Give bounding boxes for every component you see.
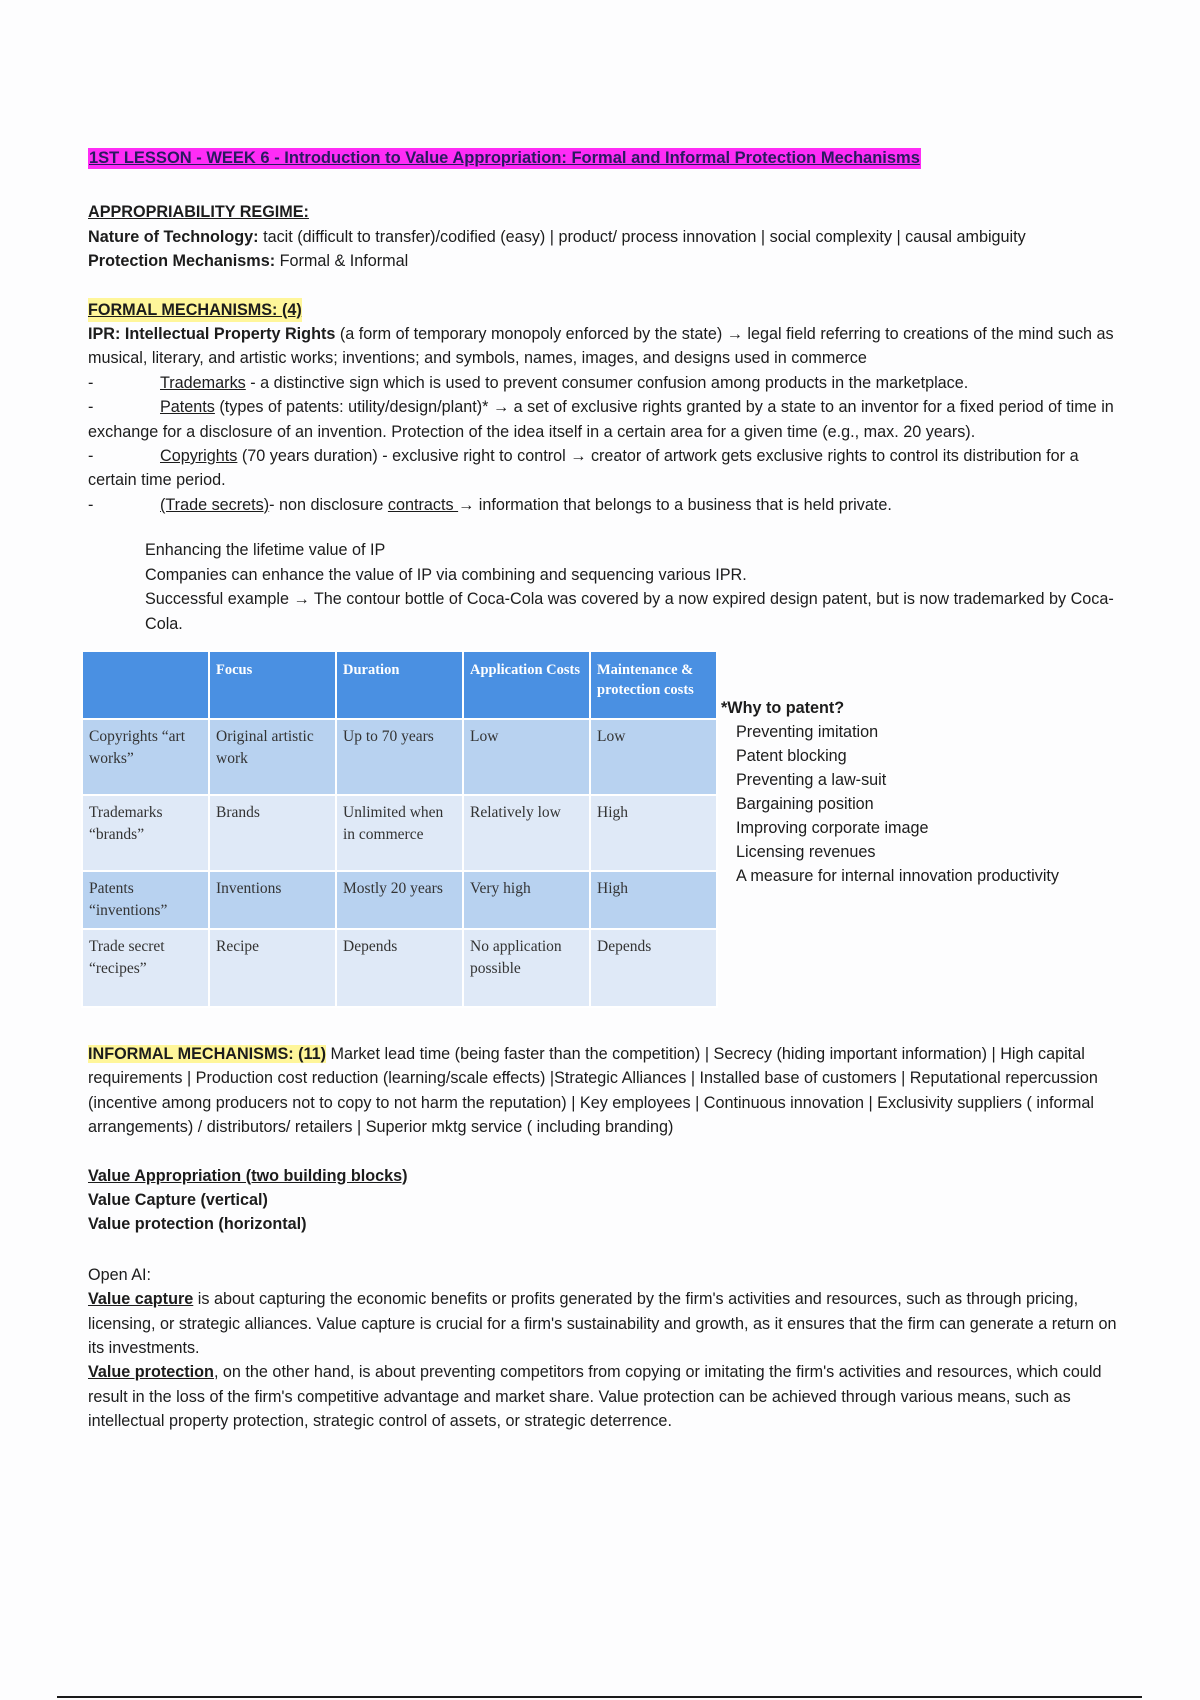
table-cell: Brands [209,795,336,871]
ipr-table-section [88,650,1118,1020]
term-trade-secrets: (Trade secrets) [160,495,270,514]
list-item: Licensing revenues [736,842,876,861]
nature-of-technology [88,225,1118,249]
ipr-label: IPR: Intellectual Property Rights [88,325,336,344]
table-cell: High [590,871,717,929]
table-cell: Unlimited when in commerce [336,795,463,871]
table-cell: Low [590,719,717,795]
table-cell: Very high [463,871,590,929]
lesson-title: 1ST LESSON - WEEK 6 - Introduction to Value Appropriation: Formal and Informal Protection Mechanisms [89,149,920,167]
table-cell: Depends [590,929,717,1007]
term-contracts: contracts [387,495,459,514]
value-protection-paragraph: Value protection, on the other hand, is about preventing competitors from copying or imitating the firm's activities and resources, which could result in the loss of the firm's competitive advantage and market share. Value protection can be achieved through various means, such as intellectual property protection, strategic control of assets, or strategic deterrence. [88,1363,1102,1431]
table-cell: Trademarks “brands” [82,795,209,871]
table-header-row [82,651,717,719]
enhance-line: Enhancing the lifetime value of IP [145,541,386,560]
table-cell: Relatively low [463,795,590,871]
table-cell: Up to 70 years [336,719,463,795]
why-patent-heading: *Why to patent? [721,698,845,717]
list-item: Bargaining position [736,794,874,813]
list-item-patents: - Patents (types of patents: utility/design/plant)* → a set of exclusive rights granted by a state to an inventor for a fixed period of time in exchange for a disclosure of an invention. Protection of the idea itself in a certain area for a given time (e.g., max. 20 years). [88,398,1114,441]
table-cell: High [590,795,717,871]
protection-label: Protection Mechanisms: [88,252,276,271]
table-cell: Original artistic work [209,719,336,795]
value-protection-line: Value protection (horizontal) [88,1215,307,1234]
protection-text: Formal & Informal [275,252,409,271]
list-item-copyrights: - Copyrights (70 years duration) - exclusive right to control → creator of artwork gets exclusive rights to control its distribution for a certain time period. [88,447,1079,490]
ipr-comparison-table [81,650,718,1008]
informal-heading: INFORMAL MECHANISMS: (11) [88,1044,327,1063]
table-row [82,871,717,929]
table-row [82,719,717,795]
table-cell: Recipe [209,929,336,1007]
why-patent-list [721,696,1059,888]
appropriability-heading: APPROPRIABILITY REGIME: [88,203,309,222]
table-header-cell: Application Costs [463,651,590,719]
list-item-trademarks: - Trademarks - a distinctive sign which is used to prevent consumer confusion among products in the marketplace. [88,373,969,392]
ipr-text: (a form of temporary monopoly enforced by the state) → legal field referring to creations of the mind such as musical, literary, and artistic works; inventions; and symbols, names, images, and designs used in commerce [88,325,1114,368]
table-cell: Low [463,719,590,795]
document-page [88,146,1118,1434]
table-cell: Mostly 20 years [336,871,463,929]
formal-heading: FORMAL MECHANISMS: (4) [88,298,302,322]
table-header-cell: Duration [336,651,463,719]
bottom-divider [57,1696,1142,1698]
table-cell: Trade secret “recipes” [82,929,209,1007]
term-value-protection: Value protection [88,1363,214,1382]
enhancing-ip-section [88,538,1118,636]
table-header-cell [82,651,209,719]
table-header-cell: Focus [209,651,336,719]
table-row [82,929,717,1007]
protection-mechanisms [88,249,1118,273]
list-item: Preventing a law-suit [736,770,887,789]
list-item: A measure for internal innovation productivity [736,866,1060,885]
term-copyrights: Copyrights [160,447,238,466]
enhance-line: Companies can enhance the value of IP via combining and sequencing various IPR. [145,565,747,584]
ipr-definition [88,322,1118,371]
nature-label: Nature of Technology: [88,227,259,246]
value-capture-line: Value Capture (vertical) [88,1190,268,1209]
term-trademarks: Trademarks [160,373,246,392]
list-item-trade-secrets: - (Trade secrets)- non disclosure contracts → information that belongs to a business that is held private. [88,495,892,514]
list-item: Preventing imitation [736,722,879,741]
table-cell: No application possible [463,929,590,1007]
openai-label: Open AI: [88,1265,151,1284]
value-appropriation-heading: Value Appropriation (two building blocks) [88,1166,408,1185]
value-capture-paragraph: Value capture is about capturing the economic benefits or profits generated by the firm's activities and resources, such as through pricing, licensing, or strategic alliances. Value capture is crucial for a firm's sustainability and growth, as it ensures that the firm can generate a return on its investments. [88,1290,1117,1357]
list-item: Improving corporate image [736,818,929,837]
table-header-cell: Maintenance & protection costs [590,651,717,719]
nature-text: tacit (difficult to transfer)/codified (easy) | product/ process innovation | social complexity | causal ambiguity [258,227,1026,246]
term-patents: Patents [160,398,215,417]
table-cell: Copyrights “art works” [82,719,209,795]
list-item: Patent blocking [736,746,847,765]
table-cell: Inventions [209,871,336,929]
informal-mechanisms [88,1042,1118,1140]
table-row [82,795,717,871]
informal-text: Market lead time (being faster than the competition) | Secrecy (hiding important information) | High capital requirements | Production cost reduction (learning/scale effects) |Strategic Alliances | Installed base of customers | Reputational repercussion (incentive among producers not to copy to not harm the reputation) | Key employees | Continuous innovation | Exclusivity suppliers ( informal arrangements) / distributors/ retailers | Superior mktg service ( including branding) [88,1044,1098,1137]
table-cell: Depends [336,929,463,1007]
table-cell: Patents “inventions” [82,871,209,929]
term-value-capture: Value capture [88,1290,194,1309]
enhance-line: Successful example → The contour bottle of Coca-Cola was covered by a now expired design patent, but is now trademarked by Coca-Cola. [145,590,1114,633]
